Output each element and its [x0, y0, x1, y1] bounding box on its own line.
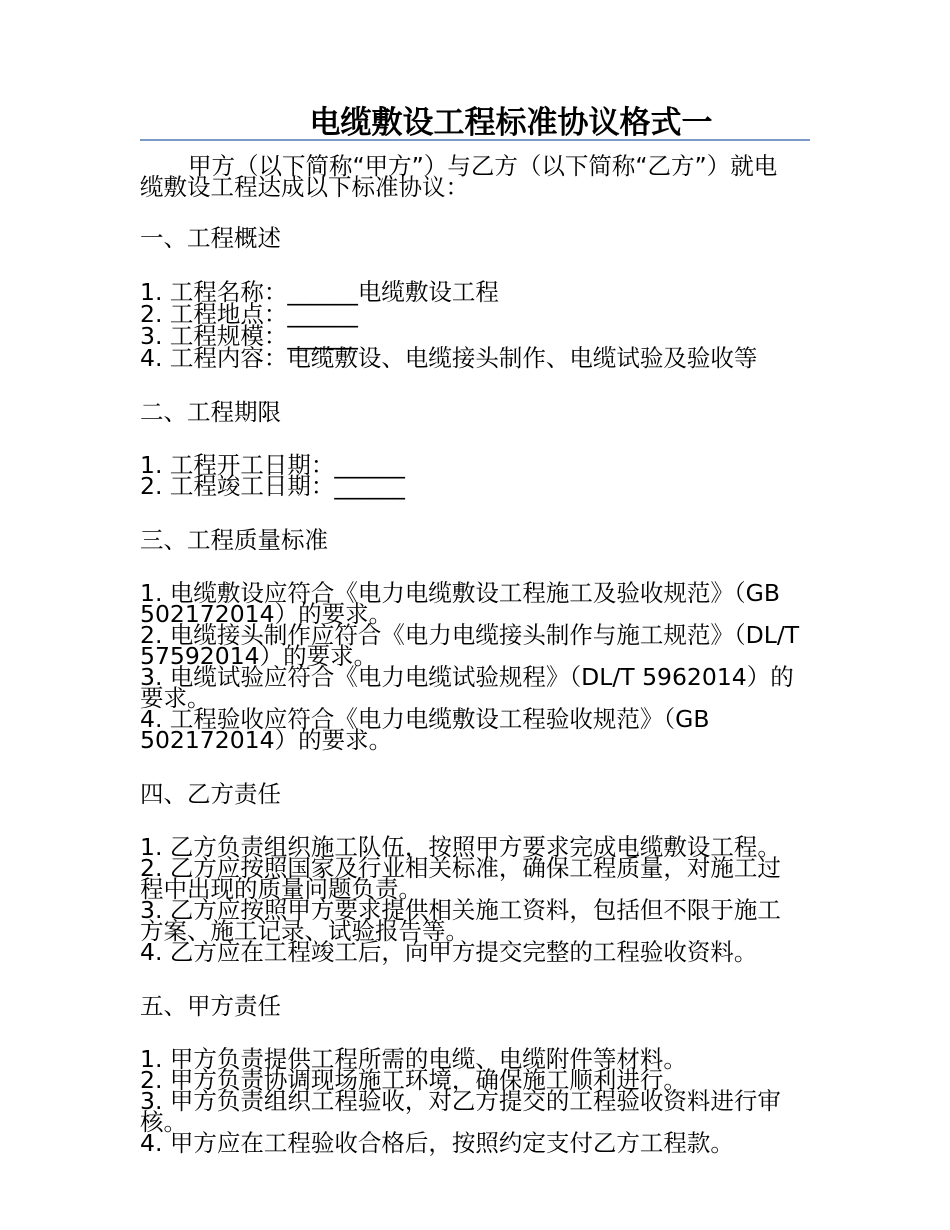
title-underline — [140, 139, 810, 141]
section-list-party-b — [140, 833, 800, 966]
document-body — [140, 152, 800, 1185]
list-item: 3. 甲方负责组织工程验收，对乙方提交的工程验收资料进行审核。 — [140, 1087, 781, 1136]
list-item: 4. 乙方应在工程竣工后，向甲方提交完整的工程验收资料。 — [140, 938, 758, 966]
section-heading-period: 二、工程期限 — [140, 398, 281, 426]
section-heading-party-b: 四、乙方责任 — [140, 780, 281, 808]
section-heading-party-a: 五、甲方责任 — [140, 992, 281, 1020]
list-item: 1. 电缆敷设应符合《电力电缆敷设工程施工及验收规范》（GB 502172014）的要求。 — [140, 579, 780, 628]
document-title: 电缆敷设工程标准协议格式一 — [309, 105, 713, 141]
list-item: 4. 甲方应在工程验收合格后，按照约定支付乙方工程款。 — [140, 1129, 734, 1157]
list-item: 3. 电缆试验应符合《电力电缆试验规程》（DL/T 5962014）的要求。 — [140, 663, 794, 712]
list-item: 4. 工程验收应符合《电力电缆敷设工程验收规范》（GB 502172014）的要求。 — [140, 705, 710, 754]
list-item: 1. 工程开工日期：______ — [140, 451, 405, 479]
list-item: 3. 工程规模：______ — [140, 322, 358, 350]
list-item: 2. 工程竣工日期：______ — [140, 472, 405, 500]
section-list-overview — [140, 278, 800, 372]
list-item: 2. 工程地点：______ — [140, 300, 358, 328]
list-item: 4. 工程内容：电缆敷设、电缆接头制作、电缆试验及验收等 — [140, 344, 758, 372]
section-list-period — [140, 451, 800, 500]
list-item: 2. 电缆接头制作应符合《电力电缆接头制作与施工规范》（DL/T 57592014）的要求。 — [140, 621, 800, 670]
list-item: 2. 乙方应按照国家及行业相关标准，确保工程质量，对施工过程中出现的质量问题负责。 — [140, 854, 781, 903]
list-item: 2. 甲方负责协调现场施工环境，确保施工顺利进行。 — [140, 1066, 687, 1094]
intro-paragraph: 甲方（以下简称“甲方”）与乙方（以下简称“乙方”）就电缆敷设工程达成以下标准协议： — [140, 152, 778, 201]
section-list-party-a — [140, 1045, 800, 1157]
section-heading-overview: 一、工程概述 — [140, 224, 281, 252]
list-item: 1. 乙方负责组织施工队伍，按照甲方要求完成电缆敷设工程。 — [140, 833, 781, 861]
list-item: 1. 工程名称：______电缆敷设工程 — [140, 278, 499, 306]
list-item: 1. 甲方负责提供工程所需的电缆、电缆附件等材料。 — [140, 1045, 687, 1073]
section-list-quality — [140, 579, 800, 754]
section-heading-quality: 三、工程质量标准 — [140, 526, 328, 554]
list-item: 3. 乙方应按照甲方要求提供相关施工资料，包括但不限于施工方案、施工记录、试验报告等。 — [140, 896, 781, 945]
